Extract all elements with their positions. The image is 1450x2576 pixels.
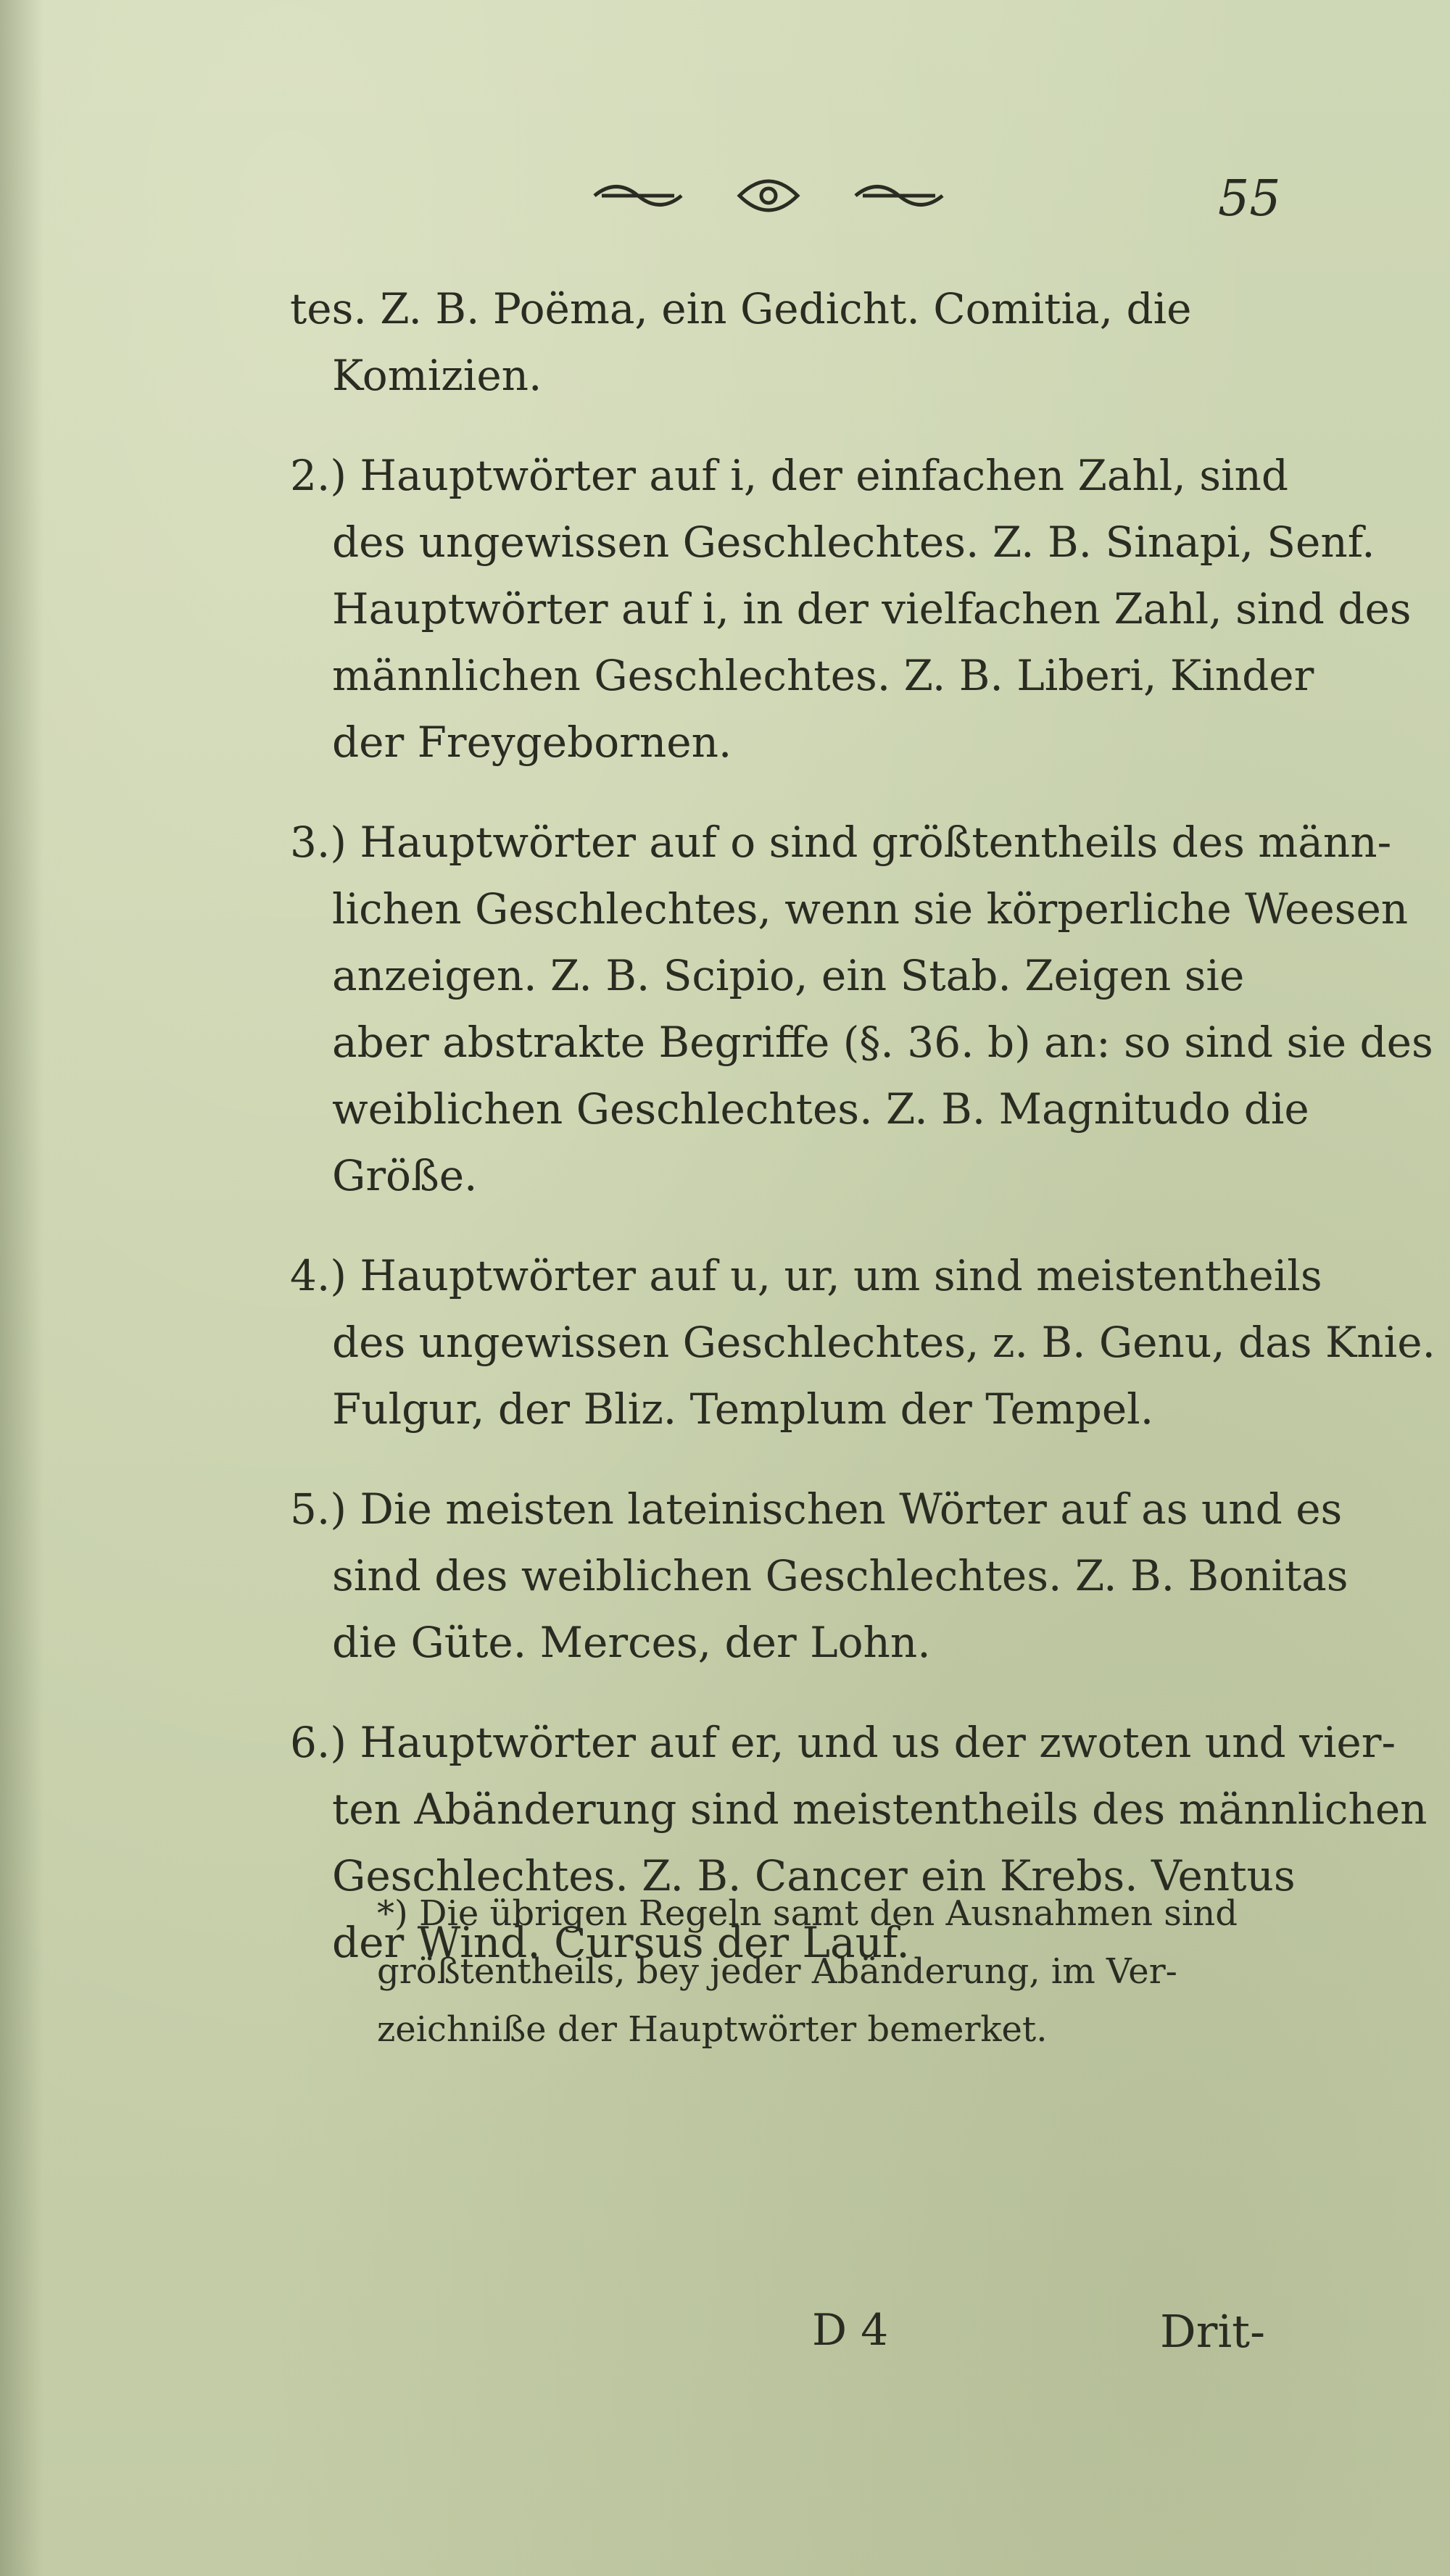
text-line: aber abstrakte Begriffe (§. 36. b) an: so sind sie des bbox=[332, 1018, 1433, 1067]
signature-mark: D 4 bbox=[812, 2305, 889, 2356]
header-ornament bbox=[580, 163, 957, 228]
rule-6-line: 6.) Hauptwörter auf er, und us der zwoten und vier- bbox=[290, 1718, 1396, 1767]
text-line: des ungewissen Geschlechtes. Z. B. Sinapi, Senf. bbox=[332, 518, 1375, 567]
text-line: männlichen Geschlechtes. Z. B. Liberi, Kinder bbox=[332, 651, 1314, 700]
catchword: Drit- bbox=[1160, 2305, 1266, 2358]
rule-3-line: 3.) Hauptwörter auf o sind größtentheils des männ- bbox=[290, 818, 1392, 867]
body-text bbox=[290, 275, 1436, 1976]
rule-5-line: 5.) Die meisten lateinischen Wörter auf as und es bbox=[290, 1484, 1343, 1534]
footnote-line: *) Die übrigen Regeln samt den Ausnahmen sind bbox=[377, 1893, 1238, 1934]
text-line: Hauptwörter auf i, in der vielfachen Zahl, sind des bbox=[332, 584, 1412, 633]
text-line: anzeigen. Z. B. Scipio, ein Stab. Zeigen sie bbox=[332, 951, 1245, 1000]
text-line: Komizien. bbox=[332, 351, 542, 400]
text-line: der Freygebornen. bbox=[332, 718, 732, 767]
rule-2-line: 2.) Hauptwörter auf i, der einfachen Zahl, sind bbox=[290, 451, 1288, 500]
text-line: Fulgur, der Bliz. Templum der Tempel. bbox=[332, 1384, 1154, 1434]
text-line: Geschlechtes. Z. B. Cancer ein Krebs. Ventus bbox=[332, 1851, 1296, 1900]
text-line: tes. Z. B. Poëma, ein Gedicht. Comitia, die bbox=[290, 284, 1192, 333]
page-number: 55 bbox=[1218, 170, 1281, 228]
rule-4-line: 4.) Hauptwörter auf u, ur, um sind meistentheils bbox=[290, 1251, 1322, 1300]
text-line: die Güte. Merces, der Lohn. bbox=[332, 1618, 931, 1667]
footnote-line: größtentheils, bey jeder Abänderung, im Ver- bbox=[377, 1951, 1177, 1992]
text-line: des ungewissen Geschlechtes, z. B. Genu, das Knie. bbox=[332, 1318, 1436, 1367]
text-line: ten Abänderung sind meistentheils des männlichen bbox=[332, 1784, 1428, 1834]
text-line: weiblichen Geschlechtes. Z. B. Magnitudo die bbox=[332, 1084, 1309, 1134]
page-shadow bbox=[0, 0, 44, 2576]
text-line: der Wind. Cursus der Lauf. bbox=[332, 1918, 910, 1967]
text-line: Größe. bbox=[332, 1151, 478, 1200]
text-line: sind des weiblichen Geschlechtes. Z. B. Bonitas bbox=[332, 1551, 1348, 1600]
text-line: lichen Geschlechtes, wenn sie körperliche Weesen bbox=[332, 884, 1409, 934]
footnote bbox=[377, 1885, 1348, 2058]
footnote-line: zeichniße der Hauptwörter bemerket. bbox=[377, 2009, 1048, 2050]
